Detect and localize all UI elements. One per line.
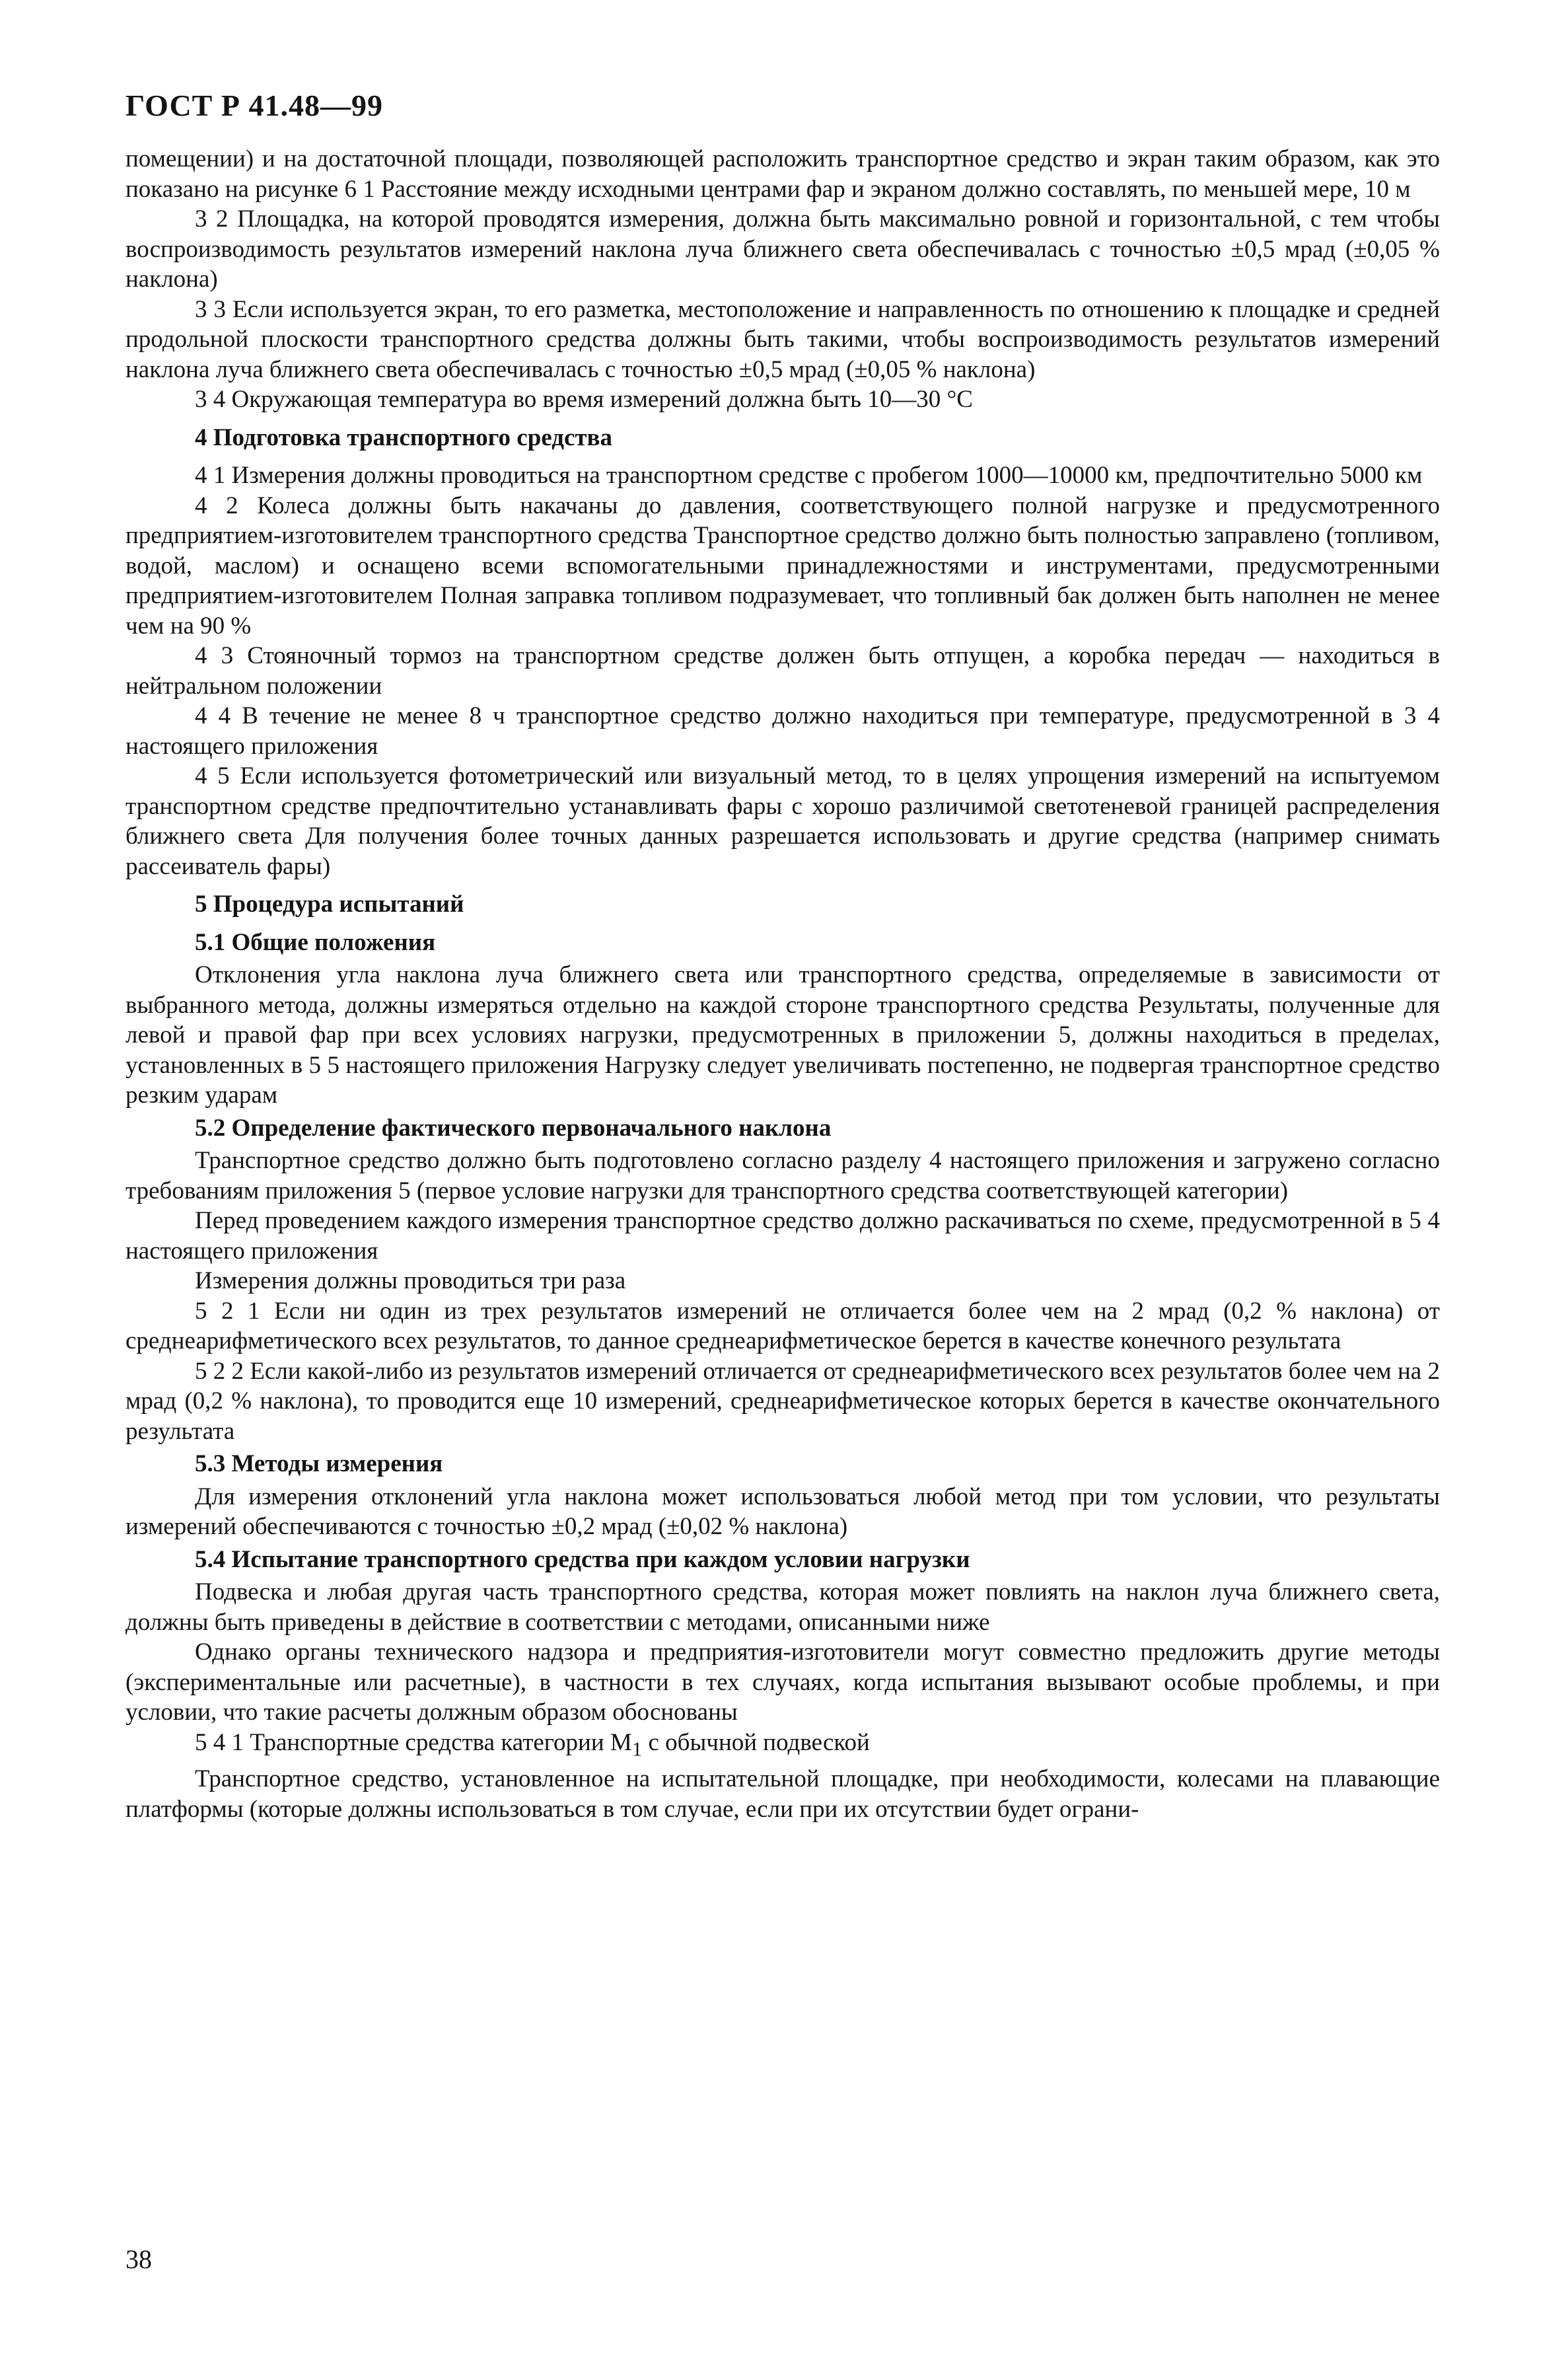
category-subscript: 1 [631,1737,643,1760]
paragraph-5-4-1-text: Транспортное средство, установленное на испытательной площадке, при необходимости, колесами на плавающие платформы (которые должны использоваться в том случае, если при их отсутствии будет ограни- [125,1765,1440,1823]
paragraph-5-2-2: 5 2 2 Если какой-либо из результатов измерений отличается от среднеарифметического всех результатов более чем на 2 мрад (0,2 % наклона), то проводится еще 10 измерений, среднеарифметическое которых берется в качестве окончательного результата [125,1357,1440,1445]
paragraph-4-1: 4 1 Измерения должны проводиться на транспортном средстве с пробегом 1000—10000 км, предпочтительно 5000 км [195,462,1423,489]
paragraph-4-2: 4 2 Колеса должны быть накачаны до давления, соответствующего полной нагрузке и предусмотренного предприятием-изготовителем транспортного средства Транспортное средство должно быть полностью заправлено (топливом, водой, маслом) и оснащено всеми вспомогательными принадлежностями и инструментами, предусмотренными предприятием-изготовителем Полная заправка топливом подразумевает, что топливный бак должен быть наполнен не менее чем на 90 % [125,492,1440,640]
paragraph-5-4-1-prefix: 5 4 1 Транспортные средства категории M [195,1728,632,1756]
paragraph-5-2-c: Измерения должны проводиться три раза [195,1267,626,1294]
paragraph-4-3: 4 3 Стояночный тормоз на транспортном средстве должен быть отпущен, а коробка передач — находиться в нейтральном положении [125,642,1440,700]
paragraph-5-4-a: Подвеска и любая другая часть транспортного средства, которая может повлиять на наклон луча ближнего света, должны быть приведены в действие в соответствии с методами, описанными ниже [125,1578,1440,1636]
paragraph-5-3: Для измерения отклонений угла наклона может использоваться любой метод при том условии, что результаты измерений обеспечиваются с точностью ±0,2 мрад (±0,02 % наклона) [125,1483,1440,1540]
paragraph-3-4: 3 4 Окружающая температура во время измерений должна быть 10—30 °С [195,386,973,413]
paragraph-5-4-1 [125,1728,1440,1765]
heading-section-5: 5 Процедура испытаний [195,891,464,918]
document-header: ГОСТ Р 41.48—99 [125,89,383,122]
heading-5-1: 5.1 Общие положения [195,928,436,956]
paragraph-5-2-a: Транспортное средство должно быть подготовлено согласно разделу 4 настоящего приложения и загружено согласно требованиям приложения 5 (первое условие нагрузки для транспортного средства соответствующей категории) [125,1147,1440,1204]
heading-5-3: 5.3 Методы измерения [195,1450,443,1477]
paragraph-5-4-1-suffix: с обычной подвеской [642,1728,870,1756]
paragraph-intro: помещении) и на достаточной площади, позволяющей расположить транспортное средство и экран таким образом, как это показано на рисунке 6 1 Расстояние между исходными центрами фар и экраном должно составлять, по меньшей мере, 10 м [125,145,1440,203]
paragraph-5-2-1: 5 2 1 Если ни один из трех результатов измерений не отличается более чем на 2 мрад (0,2 % наклона) от среднеарифметического всех результатов, то данное среднеарифметическое берется в качестве конечного результата [125,1297,1440,1354]
paragraph-4-5: 4 5 Если используется фотометрический или визуальный метод, то в целях упрощения измерений на испытуемом транспортном средстве предпочтительно устанавливать фары с хорошо различимой светотеневой границей распределения ближнего света Для получения более точных данных разрешается использовать и другие средства (например снимать рассеиватель фары) [125,762,1440,880]
page-number: 38 [125,2244,152,2274]
paragraph-3-3: 3 3 Если используется экран, то его разметка, местоположение и направленность по отношению к площадке и средней продольной плоскости транспортного средства должны быть такими, чтобы воспроизводимость результатов измерений наклона луча ближнего света обеспечивалась с точностью ±0,5 мрад (±0,05 % наклона) [125,295,1440,383]
heading-5-2: 5.2 Определение фактического первоначального наклона [195,1114,832,1142]
paragraph-5-1: Отклонения угла наклона луча ближнего света или транспортного средства, определяемые в зависимости от выбранного метода, должны измеряться отдельно на каждой стороне транспортного средства Результаты, полученные для левой и правой фар при всех условиях нагрузки, предусмотренных в приложении 5, должны находиться в пределах, установленных в 5 5 настоящего приложения Нагрузку следует увеличивать постепенно, не подвергая транспортное средство резким ударам [125,961,1440,1109]
paragraph-5-2-b: Перед проведением каждого измерения транспортное средство должно раскачиваться по схеме, предусмотренной в 5 4 настоящего приложения [125,1207,1440,1265]
paragraph-4-4: 4 4 В течение не менее 8 ч транспортное средство должно находиться при температуре, предусмотренной в 3 4 настоящего приложения [125,702,1440,760]
document-page [125,86,1440,1824]
heading-section-4: 4 Подготовка транспортного средства [195,423,613,451]
paragraph-3-2: 3 2 Площадка, на которой проводятся измерения, должна быть максимально ровной и горизонтальной, с тем чтобы воспроизводимость результатов измерений наклона луча ближнего света обеспечивалась с точностью ±0,5 мрад (±0,05 % наклона) [125,205,1440,293]
paragraph-5-4-b: Однако органы технического надзора и предприятия-изготовители могут совместно предложить другие методы (экспериментальные или расчетные), в частности в тех случаях, когда испытания вызывают особые проблемы, и при условии, что такие расчеты должным образом обоснованы [125,1638,1440,1726]
heading-5-4: 5.4 Испытание транспортного средства при каждом условии нагрузки [195,1545,970,1573]
